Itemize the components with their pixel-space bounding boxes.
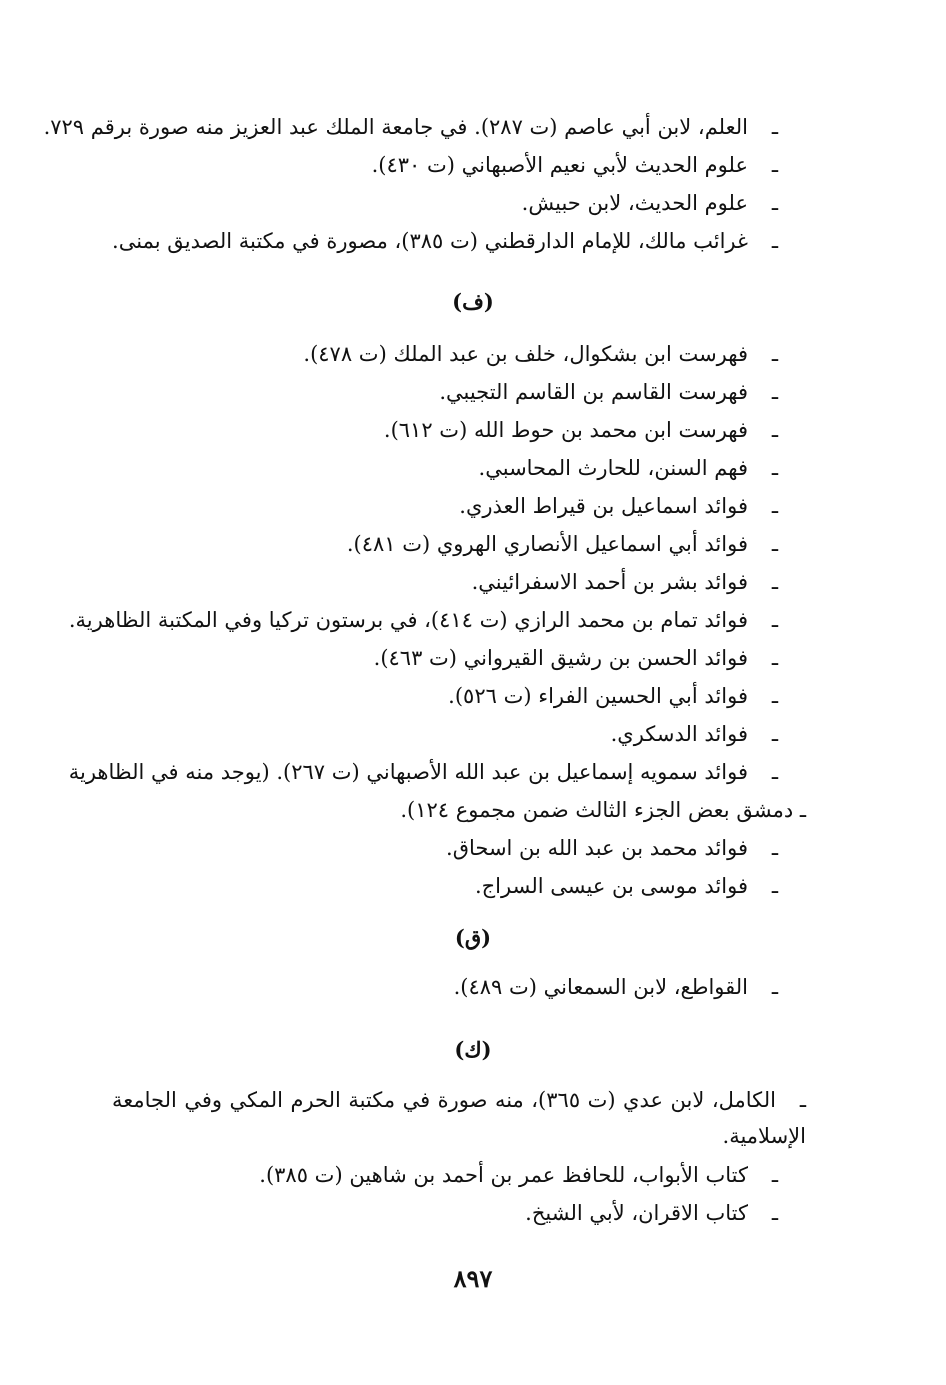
entry-text: علوم الحديث لأبي نعيم الأصبهاني (ت ٤٣٠). xyxy=(371,153,748,177)
dash-marker: ـ xyxy=(771,532,778,556)
dash-marker: ـ xyxy=(771,229,778,253)
entry-text: فوائد موسى بن عيسى السراج. xyxy=(474,874,748,898)
entry-text: علوم الحديث، لابن حبيش. xyxy=(521,191,748,215)
list-item xyxy=(522,186,778,220)
dash-marker: ـ xyxy=(771,874,778,898)
list-item xyxy=(475,869,778,903)
entry-text: فوائد تمام بن محمد الرازي (ت ٤١٤)، في برستون تركيا وفي المكتبة الظاهرية. xyxy=(68,608,748,632)
list-item xyxy=(454,970,778,1004)
dash-marker: ـ xyxy=(771,608,778,632)
entry-text: فوائد محمد بن عبد الله بن اسحاق. xyxy=(446,836,748,860)
entry-text: العلم، لابن أبي عاصم (ت ٢٨٧). في جامعة الملك عبد العزيز منه صورة برقم ٧٢٩. xyxy=(43,115,748,139)
list-item xyxy=(69,755,778,789)
list-item xyxy=(384,413,778,447)
list-item xyxy=(112,1082,806,1154)
entry-text: القواطع، لابن السمعاني (ت ٤٨٩). xyxy=(453,975,748,999)
dash-marker: ـ xyxy=(771,570,778,594)
entry-text: غرائب مالك، للإمام الدارقطني (ت ٣٨٥)، مصورة في مكتبة الصديق بمنى. xyxy=(112,229,748,253)
dash-marker: ـ xyxy=(771,1163,778,1187)
dash-marker: ـ xyxy=(771,722,778,746)
dash-marker: ـ xyxy=(771,115,778,139)
list-item xyxy=(479,451,778,485)
list-item xyxy=(439,375,778,409)
dash-marker: ـ xyxy=(771,456,778,480)
entry-text: فهم السنن، للحارث المحاسبي. xyxy=(478,456,748,480)
dash-marker: ـ xyxy=(771,684,778,708)
dash-marker: ـ xyxy=(771,380,778,404)
dash-marker: ـ xyxy=(771,646,778,670)
list-item xyxy=(112,224,778,258)
entry-text: فوائد سمويه إسماعيل بن عبد الله الأصبهاني (ت ٢٦٧). (يوجد منه في الظاهرية xyxy=(68,760,748,784)
entry-text: فهرست ابن بشكوال، خلف بن عبد الملك (ت ٤٧٨). xyxy=(303,342,748,366)
dash-marker: ـ xyxy=(771,418,778,442)
dash-marker: ـ xyxy=(799,1088,806,1112)
entry-text: فوائد الحسن بن رشيق القيرواني (ت ٤٦٣). xyxy=(373,646,748,670)
list-item xyxy=(525,1196,778,1230)
dash-marker: ـ xyxy=(771,760,778,784)
section-heading-fa: (ف) xyxy=(452,289,494,314)
entry-text: فهرست ابن محمد بن حوط الله (ت ٦١٢). xyxy=(383,418,748,442)
list-item xyxy=(44,110,778,144)
list-item xyxy=(374,641,778,675)
entry-text: فوائد أبي اسماعيل الأنصاري الهروي (ت ٤٨١). xyxy=(346,532,748,556)
list-item xyxy=(303,337,778,371)
list-item xyxy=(347,527,778,561)
dash-marker: ـ xyxy=(771,1201,778,1225)
dash-marker: ـ xyxy=(771,342,778,366)
list-item xyxy=(611,717,778,751)
entry-text: كتاب الاقران، لأبي الشيخ. xyxy=(525,1201,748,1225)
dash-marker: ـ xyxy=(771,494,778,518)
list-item xyxy=(446,831,778,865)
dash-marker: ـ xyxy=(771,153,778,177)
page-number: ٨٩٧ xyxy=(453,1264,493,1293)
section-heading-kaf: (ك) xyxy=(454,1037,492,1062)
entry-text: فوائد الدسكري. xyxy=(610,722,748,746)
entry-text: فهرست القاسم بن القاسم التجيبي. xyxy=(439,380,748,404)
entry-text: فوائد اسماعيل بن قيراط العذري. xyxy=(459,494,748,518)
list-item xyxy=(448,679,778,713)
dash-marker: ـ xyxy=(771,836,778,860)
entry-text: كتاب الأبواب، للحافظ عمر بن أحمد بن شاهين (ت ٣٨٥). xyxy=(259,1163,748,1187)
entry-text: الكامل، لابن عدي (ت ٣٦٥)، منه صورة في مكتبة الحرم المكي وفي الجامعة الإسلامية. xyxy=(112,1088,806,1148)
list-item xyxy=(372,148,778,182)
entry-text: فوائد أبي الحسين الفراء (ت ٥٢٦). xyxy=(448,684,748,708)
entry-continuation: ـ دمشق بعض الجزء الثالث ضمن مجموع ١٢٤). xyxy=(400,798,806,822)
list-item xyxy=(472,565,778,599)
dash-marker: ـ xyxy=(771,191,778,215)
section-heading-qaf: (ق) xyxy=(454,925,492,950)
list-item xyxy=(69,603,778,637)
entry-text: فوائد بشر بن أحمد الاسفرائيني. xyxy=(471,570,748,594)
dash-marker: ـ xyxy=(771,975,778,999)
list-item xyxy=(459,489,778,523)
list-item xyxy=(259,1158,778,1192)
